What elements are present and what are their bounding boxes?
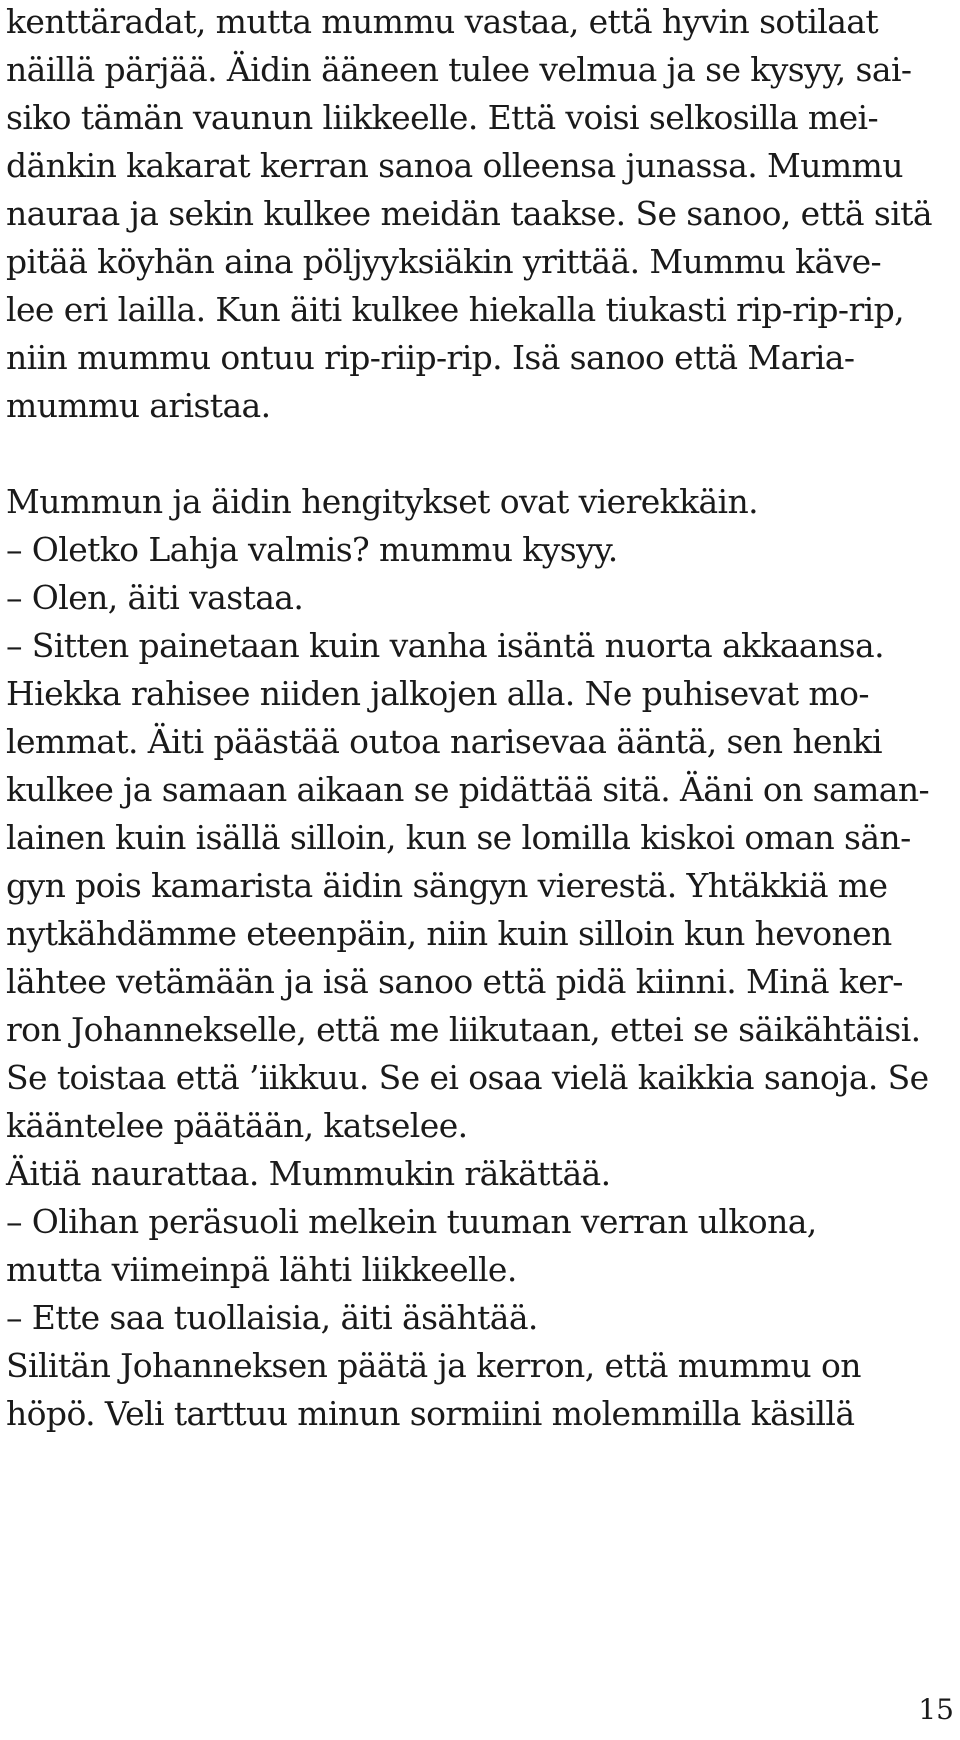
text-line: näillä pärjää. Äidin ääneen tulee velmua ja se kysyy, sai-	[6, 50, 912, 89]
text-line: niin mummu ontuu rip-riip-rip. Isä sanoo että Maria-	[6, 338, 855, 377]
page-number: 15	[918, 1693, 954, 1726]
text-line: kenttäradat, mutta mummu vastaa, että hyvin sotilaat	[6, 2, 879, 41]
text-line: kulkee ja samaan aikaan se pidättää sitä. Ääni on saman-	[6, 770, 930, 809]
dialogue-line: – Ette saa tuollaisia, äiti äsähtää.	[6, 1298, 538, 1337]
text-line: mutta viimeinpä lähti liikkeelle.	[6, 1250, 517, 1289]
dialogue-line: – Olihan peräsuoli melkein tuuman verran ulkona,	[6, 1202, 817, 1241]
text-line: pitää köyhän aina pöljyyksiäkin yrittää. Mummu käve-	[6, 242, 882, 281]
text-line: kääntelee päätään, katselee.	[6, 1106, 468, 1145]
text-line: höpö. Veli tarttuu minun sormiini molemmilla käsillä	[6, 1394, 855, 1433]
text-line: nytkähdämme eteenpäin, niin kuin silloin kun hevonen	[6, 914, 892, 953]
text-line: lemmat. Äiti päästää outoa narisevaa ääntä, sen henki	[6, 722, 882, 761]
text-line: dänkin kakarat kerran sanoa olleensa junassa. Mummu	[6, 146, 903, 185]
text-line: lee eri lailla. Kun äiti kulkee hiekalla tiukasti rip-rip-rip,	[6, 290, 905, 329]
text-line: mummu aristaa.	[6, 386, 271, 425]
dialogue-line: – Sitten painetaan kuin vanha isäntä nuorta akkaansa.	[6, 626, 884, 665]
dialogue-line: – Oletko Lahja valmis? mummu kysyy.	[6, 530, 618, 569]
text-line: lainen kuin isällä silloin, kun se lomilla kiskoi oman sän-	[6, 818, 911, 857]
text-line: lähtee vetämään ja isä sanoo että pidä kiinni. Minä ker-	[6, 962, 903, 1001]
text-line: gyn pois kamarista äidin sängyn vierestä. Yhtäkkiä me	[6, 866, 888, 905]
text-line: Mummun ja äidin hengitykset ovat vierekkäin.	[6, 482, 759, 521]
text-line: Silitän Johanneksen päätä ja kerron, että mummu on	[6, 1346, 861, 1385]
text-line: Hiekka rahisee niiden jalkojen alla. Ne puhisevat mo-	[6, 674, 869, 713]
text-line: nauraa ja sekin kulkee meidän taakse. Se sanoo, että sitä	[6, 194, 932, 233]
text-line: ron Johannekselle, että me liikutaan, ettei se säikähtäisi.	[6, 1010, 921, 1049]
dialogue-line: – Olen, äiti vastaa.	[6, 578, 304, 617]
text-line: Se toistaa että ’iikkuu. Se ei osaa vielä kaikkia sanoja. Se	[6, 1058, 929, 1097]
text-line: Äitiä naurattaa. Mummukin räkättää.	[6, 1154, 611, 1193]
text-line: siko tämän vaunun liikkeelle. Että voisi selkosilla mei-	[6, 98, 879, 137]
